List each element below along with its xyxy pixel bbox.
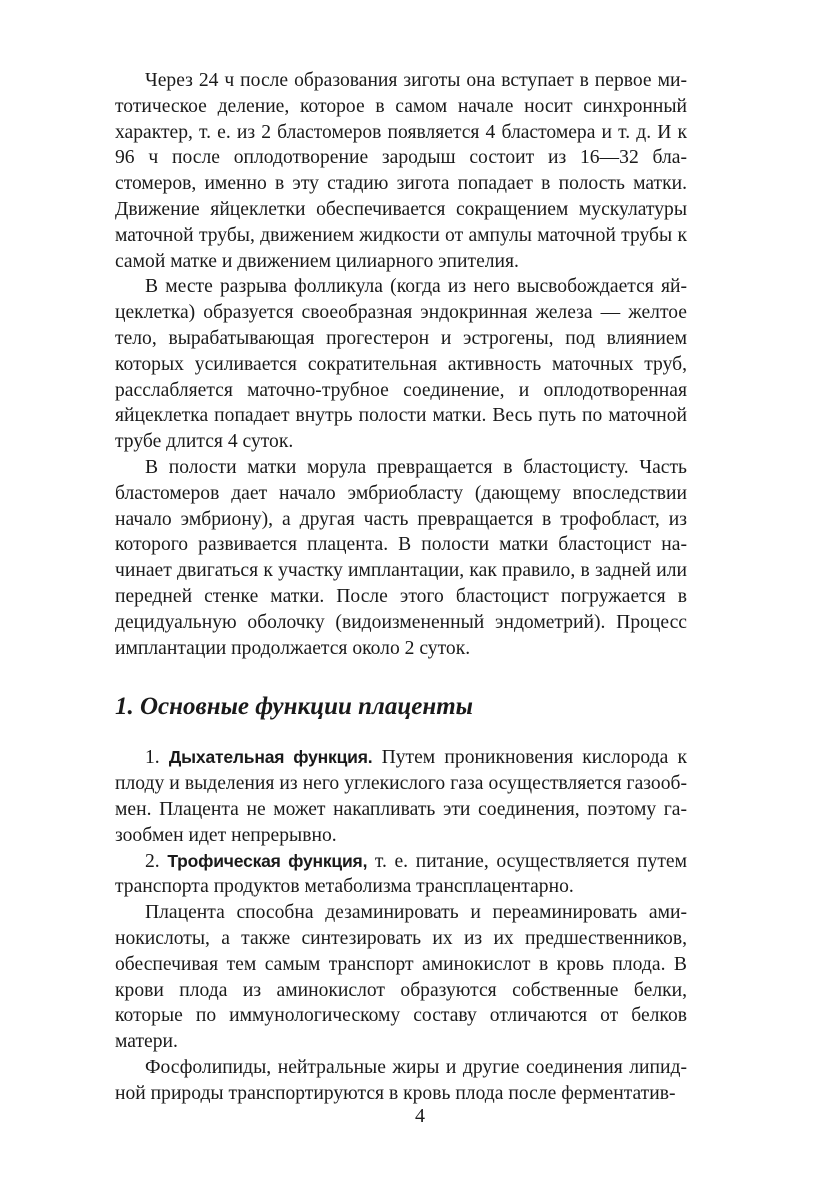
page-body — [115, 68, 687, 1106]
body-paragraph: Через 24 ч после образования зиготы она вступает в первое митотическое деление, которое в самом начале носит синхронный характер, т. е. из 2 бластомеров появляется 4 бластомера и т. д. И к 96 ч после оплодотворение зародыш состоит из 16—32 бластомеров, именно в эту стадию зигота попадает в полость матки. Движение яйцеклетки обеспечивается сокращением мускулатуры маточной трубы, движением жидкости от ампулы маточной трубы к самой матке и движением цилиарного эпителия. — [115, 70, 687, 272]
list-item-respiratory — [115, 745, 687, 848]
body-paragraph: Плацента способна дезаминировать и переаминировать аминокислоты, а также синтезировать их из их предшественников, обеспечивая тем самым транспорт аминокислот в кровь плода. В крови плода из аминокислот образуются собственные белки, которые по иммунологическому составу отличаются от белков матери. — [115, 902, 687, 1053]
item-text: т. е. питание, осуществляется путем транспорта продуктов метаболизма трансплацентарно. — [115, 850, 687, 898]
body-paragraph: В полости матки морула превращается в бластоцисту. Часть бластомеров дает начало эмбриобласту (дающему впоследствии начало эмбриону), а другая часть превращается в трофобласт, из которого развивается плацента. В полости матки бластоцист начинает двигаться к участку имплантации, как правило, в задней или передней стенке матки. После этого бластоцист погружается в децидуальную оболочку (видоизмененный эндометрий). Процесс имплантации продолжается около 2 суток. — [115, 456, 687, 659]
list-item-trophic — [115, 849, 687, 901]
item-number: 2. — [145, 850, 168, 872]
page-number: 4 — [415, 1105, 425, 1127]
section-heading: 1. Основные функции плаценты — [115, 693, 474, 721]
item-term: Дыхательная функция. — [168, 747, 373, 768]
item-term: Трофическая функция, — [167, 850, 368, 871]
body-paragraph: В месте разрыва фолликула (когда из него высвобождается яйцеклетка) образуется своеобразная эндокринная железа — желтое тело, вырабатывающая прогестерон и эстрогены, под влиянием которых усиливается сократительная активность маточных труб, расслабляется маточно-трубное соединение, и оплодотворенная яйцеклетка попадает внутрь полости матки. Весь путь по маточной трубе длится 4 суток. — [115, 276, 687, 453]
item-text: Путем проникновения кислорода к плоду и выделения из него углекислого газа осуществляется газообмен. Плацента не может накапливать эти соединения, поэтому газообмен идет непрерывно. — [115, 747, 687, 846]
item-number: 1. — [145, 747, 169, 769]
body-paragraph: Фосфолипиды, нейтральные жиры и другие соединения липидной природы транспортируются в кровь плода после ферментатив- — [115, 1056, 687, 1104]
